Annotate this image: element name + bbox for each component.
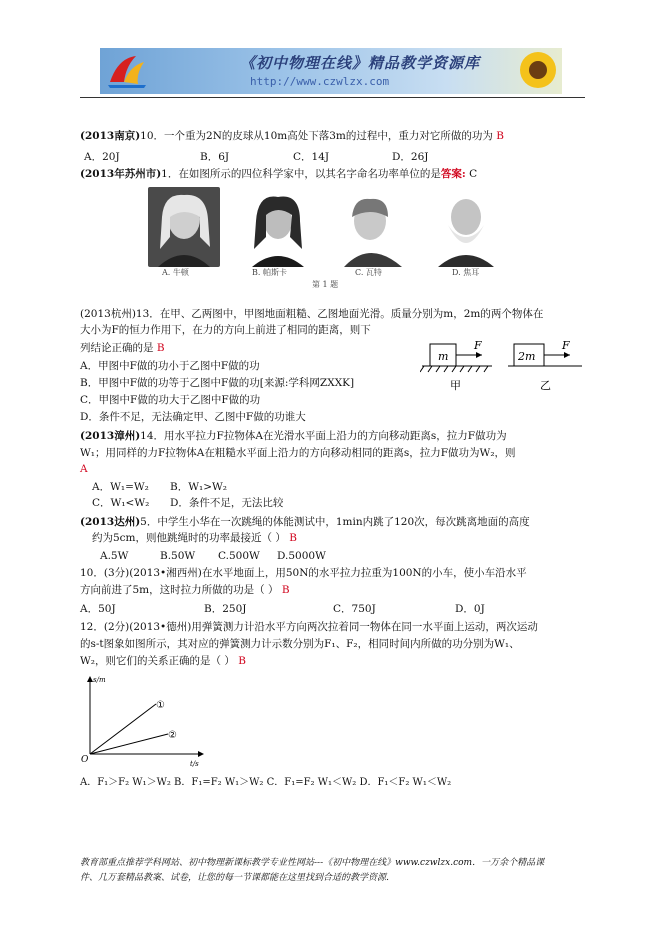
q6-answer: B — [281, 584, 290, 596]
q6-option-b: B．250J — [204, 603, 247, 615]
caption-a: A. 牛顿 — [162, 268, 189, 277]
q5-line1: (2013达州)5．中学生小华在一次跳绳的体能测试中，1min内跳了120次，每次跳离地面的高度 — [80, 516, 530, 528]
q4-line2: W₁；用同样的力F拉物体A在粗糙水平面上沿力的方向移动相同的距离s，拉力F做功为W₂，则 — [80, 447, 516, 459]
portrait-newton — [148, 187, 220, 267]
q1-option-a: A．20J — [84, 151, 120, 163]
q3-option-d: D．条件不足，无法确定甲、乙图中F做的功谁大 — [80, 411, 306, 423]
q7-line3: W₂，则它们的关系正确的是（ ） B — [80, 655, 246, 667]
portrait-pascal — [242, 187, 314, 267]
figure-label: 第 1 题 — [312, 280, 339, 289]
q4-line1: (2013漳州)14．用水平拉力F拉物体A在光滑水平面上沿力的方向移动距离s，拉力F做功为 — [80, 430, 507, 442]
q3-answer: B — [156, 342, 165, 354]
q5-option-c: C.500W — [218, 550, 260, 562]
label-jia: 甲 — [450, 379, 461, 392]
q3-option-b: B．甲图中F做的功等于乙图中F做的功[来源:学科网ZXXK] — [80, 377, 355, 389]
q6-option-d: D．0J — [455, 603, 485, 615]
q6-option-a: A．50J — [80, 603, 116, 615]
q2-stem: (2013年苏州市)1．在如图所示的四位科学家中，以其名字命名功率单位的是答案: C — [80, 168, 478, 180]
header-rule — [80, 97, 585, 98]
header-banner — [100, 48, 562, 94]
q4-answer: A — [80, 463, 88, 475]
q1-stem: (2013南京)10．一个重为2N的皮球从10m高处下落3m的过程中，重力对它所做的功为 B — [80, 130, 504, 142]
q6-line1: 10．(3分)(2013•湘西州)在水平地面上，用50N的水平拉力拉重为100N的小车，使小车沿水平 — [80, 567, 527, 579]
origin-label: O — [81, 755, 89, 765]
q3-line3: 列结论正确的是 B — [80, 342, 165, 354]
q3-line2: 大小为F的恒力作用下，在力的方向上前进了相同的距离，则下 — [80, 324, 371, 336]
q3-line1: (2013杭州)13．在甲、乙两图中，甲图地面粗糙、乙图地面光滑。质量分别为m，2m的两个物体在 — [80, 308, 544, 320]
q3-option-c: C．甲图中F做的功大于乙图中F做的功 — [80, 394, 261, 406]
banner-url[interactable]: http://www.czwlzx.com — [250, 75, 390, 88]
force-label-2: F — [562, 339, 570, 352]
q6-option-c: C．750J — [333, 603, 376, 615]
q4-option-c: C．W₁<W₂ — [92, 497, 150, 509]
q3-option-a: A．甲图中F做的功小于乙图中F做的功 — [80, 360, 260, 372]
footer-line2: 件、几万套精品教案、试卷，让您的每一节课都能在这里找到合适的教学资源． — [80, 873, 396, 883]
q5-option-d: D.5000W — [277, 550, 326, 562]
q1-option-d: D．26J — [392, 151, 429, 163]
q5-answer: B — [289, 532, 297, 544]
q3-figure — [420, 334, 590, 400]
caption-b: B. 帕斯卡 — [252, 268, 287, 277]
portrait-joule — [430, 187, 502, 267]
q5-option-b: B.50W — [160, 550, 196, 562]
box-m-label: m — [438, 350, 449, 363]
footer-line1: 教育部重点推荐学科网站、初中物理新课标教学专业性网站---《初中物理在线》www.czwlzx.com．一万余个精品课 — [80, 858, 545, 868]
q1-option-c: C．14J — [293, 151, 330, 163]
q1-option-b: B．6J — [200, 151, 230, 163]
x-axis-label: t/s — [190, 760, 199, 768]
q7-answer: B — [238, 655, 246, 667]
q7-options: A．F₁＞F₂ W₁＞W₂ B．F₁=F₂ W₁＞W₂ C．F₁=F₂ W₁＜W₂ D．F₁＜F₂ W₁＜W₂ — [80, 777, 452, 788]
q6-line2: 方向前进了5m，这时拉力所做的功是（ ） B — [80, 584, 290, 596]
banner-title: 《初中物理在线》精品教学资源库 — [240, 54, 481, 72]
caption-c: C. 瓦特 — [355, 268, 382, 277]
q4-option-a: A．W₁=W₂ — [92, 481, 149, 493]
line-1-label: ① — [156, 700, 165, 711]
site-logo-icon — [106, 52, 148, 90]
y-axis-label: s/m — [93, 676, 106, 684]
label-yi: 乙 — [540, 379, 551, 392]
q4-option-d: D．条件不足，无法比较 — [170, 497, 284, 509]
q5-option-a: A.5W — [100, 550, 129, 562]
caption-d: D. 焦耳 — [452, 268, 480, 277]
q7-line2: 的s-t图象如图所示，其对应的弹簧测力计示数分别为F₁、F₂，相同时间内所做的功分别为W₁、 — [80, 638, 520, 650]
q1-answer: B — [496, 130, 504, 142]
q7-line1: 12．(2分)(2013•德州)用弹簧测力计沿水平方向两次拉着同一物体在同一水平面上运动，两次运动 — [80, 621, 538, 633]
q5-line2: 约为5cm，则他跳绳时的功率最接近（ ） B — [92, 532, 297, 544]
line-2 — [90, 734, 168, 754]
q4-option-b: B．W₁>W₂ — [170, 481, 228, 493]
line-1 — [90, 704, 156, 754]
q2-answer: C — [469, 168, 478, 180]
q7-st-graph — [80, 672, 210, 768]
box-2m-label: 2m — [518, 350, 536, 363]
force-label-1: F — [474, 339, 482, 352]
line-2-label: ② — [168, 730, 177, 741]
sunflower-icon — [508, 48, 562, 94]
portrait-watt — [336, 187, 408, 267]
